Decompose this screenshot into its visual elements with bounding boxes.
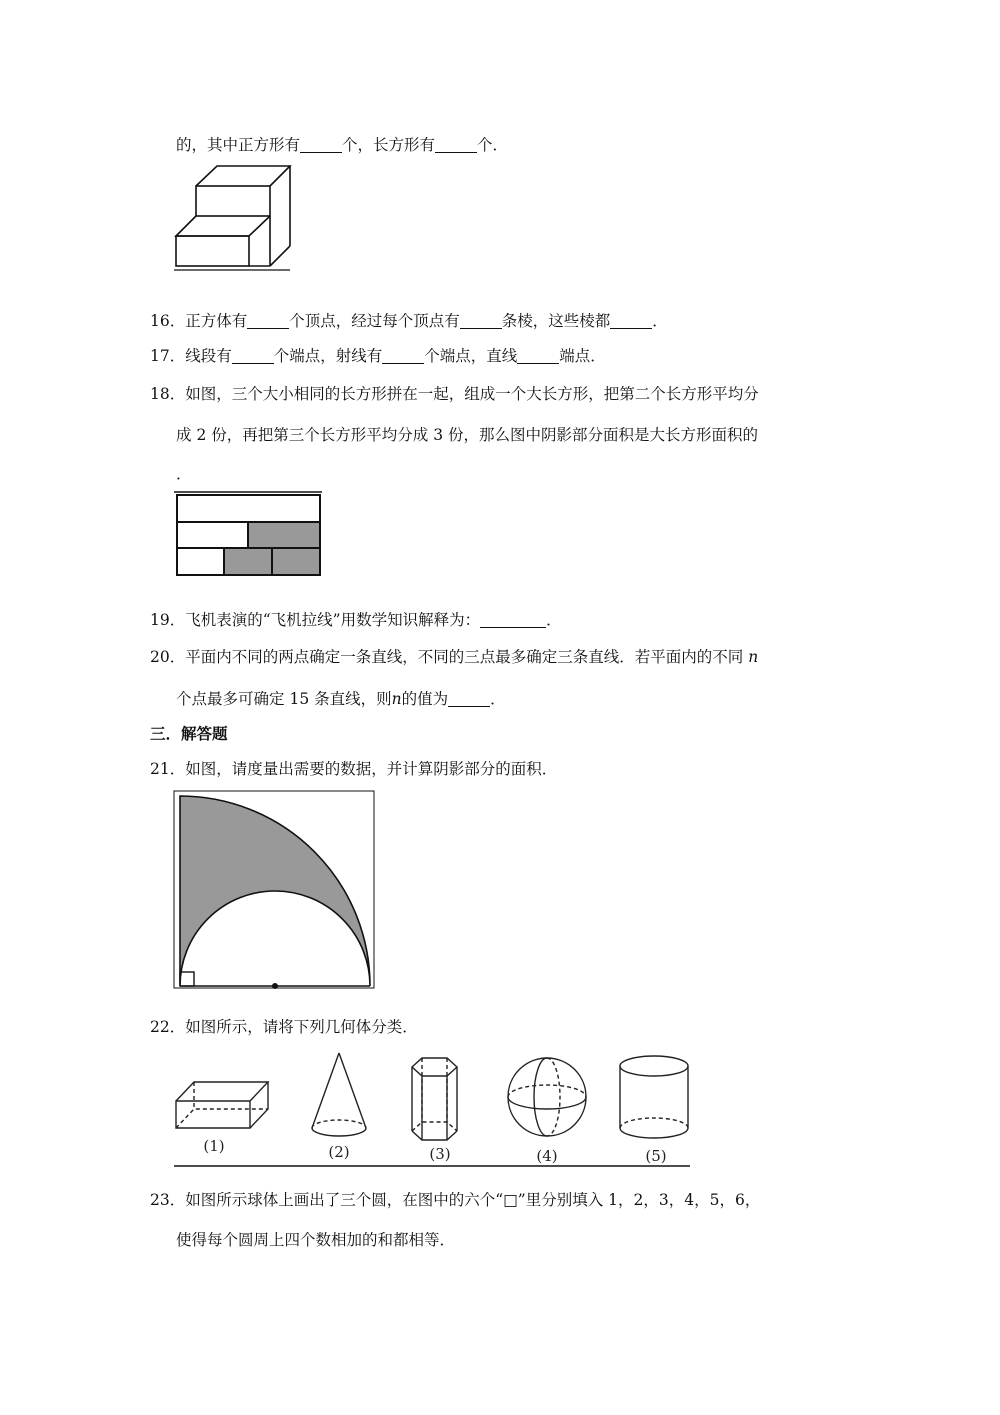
cylinder-shape: [620, 1056, 688, 1138]
q18-rectangles-figure: [174, 490, 324, 580]
cuboid-shape: [176, 1082, 268, 1128]
q18-line2: 成 2 份，再把第三个长方形平均分成 3 份，那么图中阴影部分面积是大长方形面积的: [176, 426, 759, 444]
q21: 21．如图，请度量出需要的数据，并计算阴影部分的面积．: [150, 760, 558, 778]
sphere-shape: [508, 1058, 586, 1136]
q15-step-figure: [172, 162, 294, 274]
q22-solids-figure: [172, 1045, 692, 1170]
solid-label-3: (3): [429, 1145, 451, 1163]
q22: 22．如图所示，请将下列几何体分类．: [150, 1018, 418, 1036]
q16-blank-property[interactable]: [610, 313, 652, 330]
q19-blank-answer[interactable]: [480, 612, 546, 629]
q15-text: 的，其中正方形有 个，长方形有 个．: [176, 136, 509, 154]
q18-line1: 18．如图，三个大小相同的长方形拼在一起，组成一个大长方形，把第二个长方形平均分: [150, 385, 759, 403]
q17-blank-ray[interactable]: [382, 348, 424, 365]
q15-blank-squares[interactable]: [300, 137, 342, 154]
q23-line2: 使得每个圆周上四个数相加的和都相等．: [176, 1231, 456, 1249]
solid-label-2: (2): [328, 1143, 350, 1161]
q16: 16．正方体有 个顶点，经过每个顶点有 条棱，这些棱都 ．: [150, 312, 668, 330]
q20-blank-n[interactable]: [448, 691, 490, 708]
solid-label-1: (1): [203, 1137, 225, 1155]
q23-line1: 23．如图所示球体上画出了三个圆，在图中的六个“□”里分别填入 1，2，3，4，5，6，: [150, 1191, 761, 1209]
q15-blank-rectangles[interactable]: [435, 137, 477, 154]
q17: 17．线段有 个端点，射线有 个端点，直线 端点．: [150, 347, 606, 365]
q16-blank-vertices[interactable]: [247, 313, 289, 330]
q20-line1: 20．平面内不同的两点确定一条直线，不同的三点最多确定三条直线．若平面内的不同 n: [150, 648, 759, 666]
solid-label-5: (5): [645, 1147, 667, 1165]
cone-shape: [312, 1053, 366, 1136]
q19: 19．飞机表演的“飞机拉线”用数学知识解释为： ．: [150, 611, 562, 629]
hex-prism-shape: [412, 1058, 457, 1140]
q17-blank-segment[interactable]: [232, 348, 274, 365]
solid-label-4: (4): [536, 1147, 558, 1165]
q20-line2: 个点最多可确定 15 条直线，则n的值为 ．: [176, 690, 506, 708]
q18-line3: ．: [176, 465, 192, 483]
q21-quarter-circle-figure: [174, 790, 376, 990]
section-heading: 三．解答题: [150, 724, 228, 743]
q16-blank-edges[interactable]: [460, 313, 502, 330]
q17-blank-line[interactable]: [517, 348, 559, 365]
